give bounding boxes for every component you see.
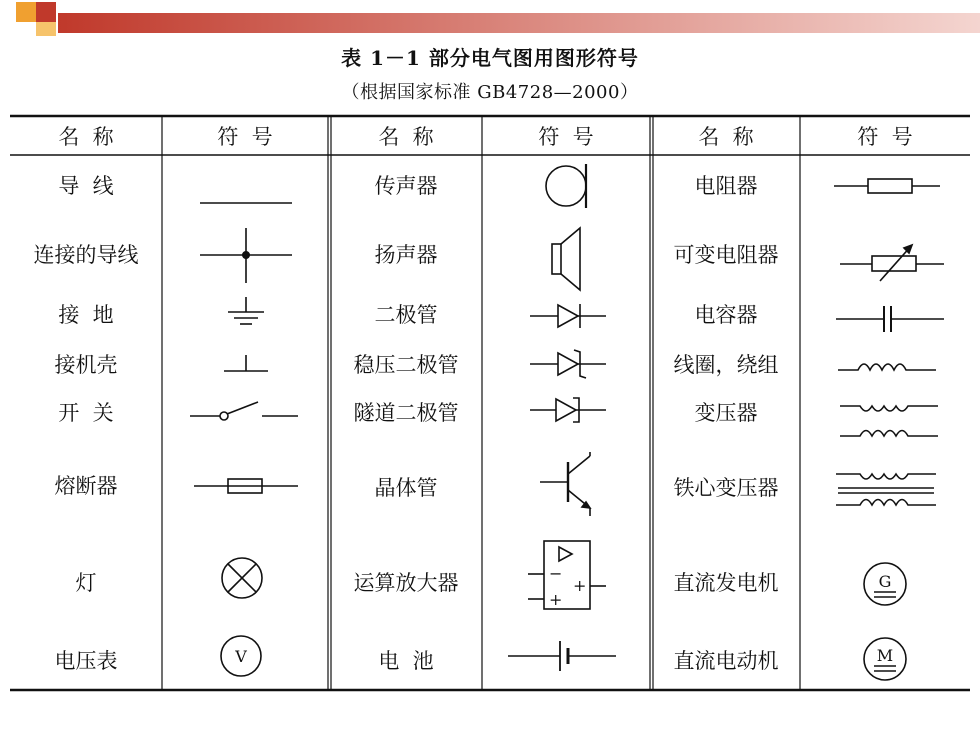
coil-icon bbox=[838, 364, 936, 370]
table-grid bbox=[10, 116, 970, 690]
junction-icon bbox=[200, 228, 292, 283]
header-name-1: 名 称 bbox=[58, 125, 114, 149]
name-dc-generator: 直流发电机 bbox=[673, 571, 779, 595]
header-symbol-2: 符 号 bbox=[538, 125, 594, 149]
name-zener-diode: 稳压二极管 bbox=[353, 353, 459, 377]
variable-resistor-icon bbox=[840, 245, 944, 281]
name-transistor: 晶体管 bbox=[374, 476, 438, 500]
name-chassis: 接机壳 bbox=[54, 353, 118, 377]
speaker-icon bbox=[552, 228, 580, 290]
header-symbol-3: 符 号 bbox=[857, 125, 913, 149]
motor-letter: M bbox=[876, 646, 894, 665]
name-lamp: 灯 bbox=[75, 571, 97, 595]
names-column-3 bbox=[674, 174, 779, 673]
name-voltmeter: 电压表 bbox=[54, 649, 118, 673]
resistor-icon bbox=[834, 179, 940, 193]
battery-icon bbox=[508, 641, 616, 671]
chassis-icon bbox=[224, 355, 268, 371]
name-speaker: 扬声器 bbox=[374, 243, 438, 267]
name-dc-motor: 直流电动机 bbox=[673, 649, 779, 673]
capacitor-icon bbox=[836, 306, 944, 332]
table-header-row bbox=[58, 125, 912, 149]
name-capacitor: 电容器 bbox=[694, 303, 758, 327]
name-opamp: 运算放大器 bbox=[353, 571, 459, 595]
name-wire: 导 线 bbox=[58, 174, 114, 198]
fuse-icon bbox=[194, 479, 298, 493]
name-ground: 接 地 bbox=[58, 303, 114, 327]
name-resistor: 电阻器 bbox=[694, 174, 758, 198]
transformer-icon bbox=[840, 406, 938, 436]
name-microphone: 传声器 bbox=[374, 174, 438, 198]
name-coil: 线圈，绕组 bbox=[673, 353, 779, 377]
diode-icon bbox=[530, 304, 606, 328]
opamp-output-plus-label: + bbox=[573, 576, 587, 595]
name-fuse: 熔断器 bbox=[54, 474, 118, 498]
name-battery: 电 池 bbox=[378, 649, 434, 673]
table-subtitle: （根据国家标准 GB4728—2000） bbox=[341, 82, 639, 103]
lamp-icon bbox=[222, 558, 262, 598]
name-tunnel-diode: 隧道二极管 bbox=[353, 401, 459, 425]
header-name-2: 名 称 bbox=[378, 125, 434, 149]
name-switch: 开 关 bbox=[58, 401, 114, 425]
zener-diode-icon bbox=[530, 350, 606, 378]
switch-icon bbox=[190, 402, 298, 420]
header-symbol-1: 符 号 bbox=[217, 125, 273, 149]
name-diode: 二极管 bbox=[374, 303, 438, 327]
generator-letter: G bbox=[878, 572, 892, 591]
names-column-2 bbox=[354, 174, 459, 673]
opamp-minus-label: − bbox=[549, 564, 563, 583]
voltmeter-letter: V bbox=[235, 647, 247, 666]
opamp-plus-label: + bbox=[549, 590, 563, 609]
names-column-1 bbox=[34, 174, 139, 673]
opamp-icon bbox=[528, 541, 606, 609]
tunnel-diode-icon bbox=[530, 398, 606, 422]
iron-core-transformer-icon bbox=[836, 474, 936, 505]
name-connected-wire: 连接的导线 bbox=[33, 243, 139, 267]
name-transformer: 变压器 bbox=[694, 401, 758, 425]
header-name-3: 名 称 bbox=[698, 125, 754, 149]
name-iron-core-transformer: 铁心变压器 bbox=[673, 476, 779, 500]
transistor-icon bbox=[540, 452, 590, 516]
table-title: 表 1－1 部分电气图用图形符号 bbox=[341, 46, 639, 70]
ground-icon bbox=[228, 297, 264, 324]
name-variable-resistor: 可变电阻器 bbox=[673, 243, 779, 267]
microphone-icon bbox=[546, 164, 586, 208]
